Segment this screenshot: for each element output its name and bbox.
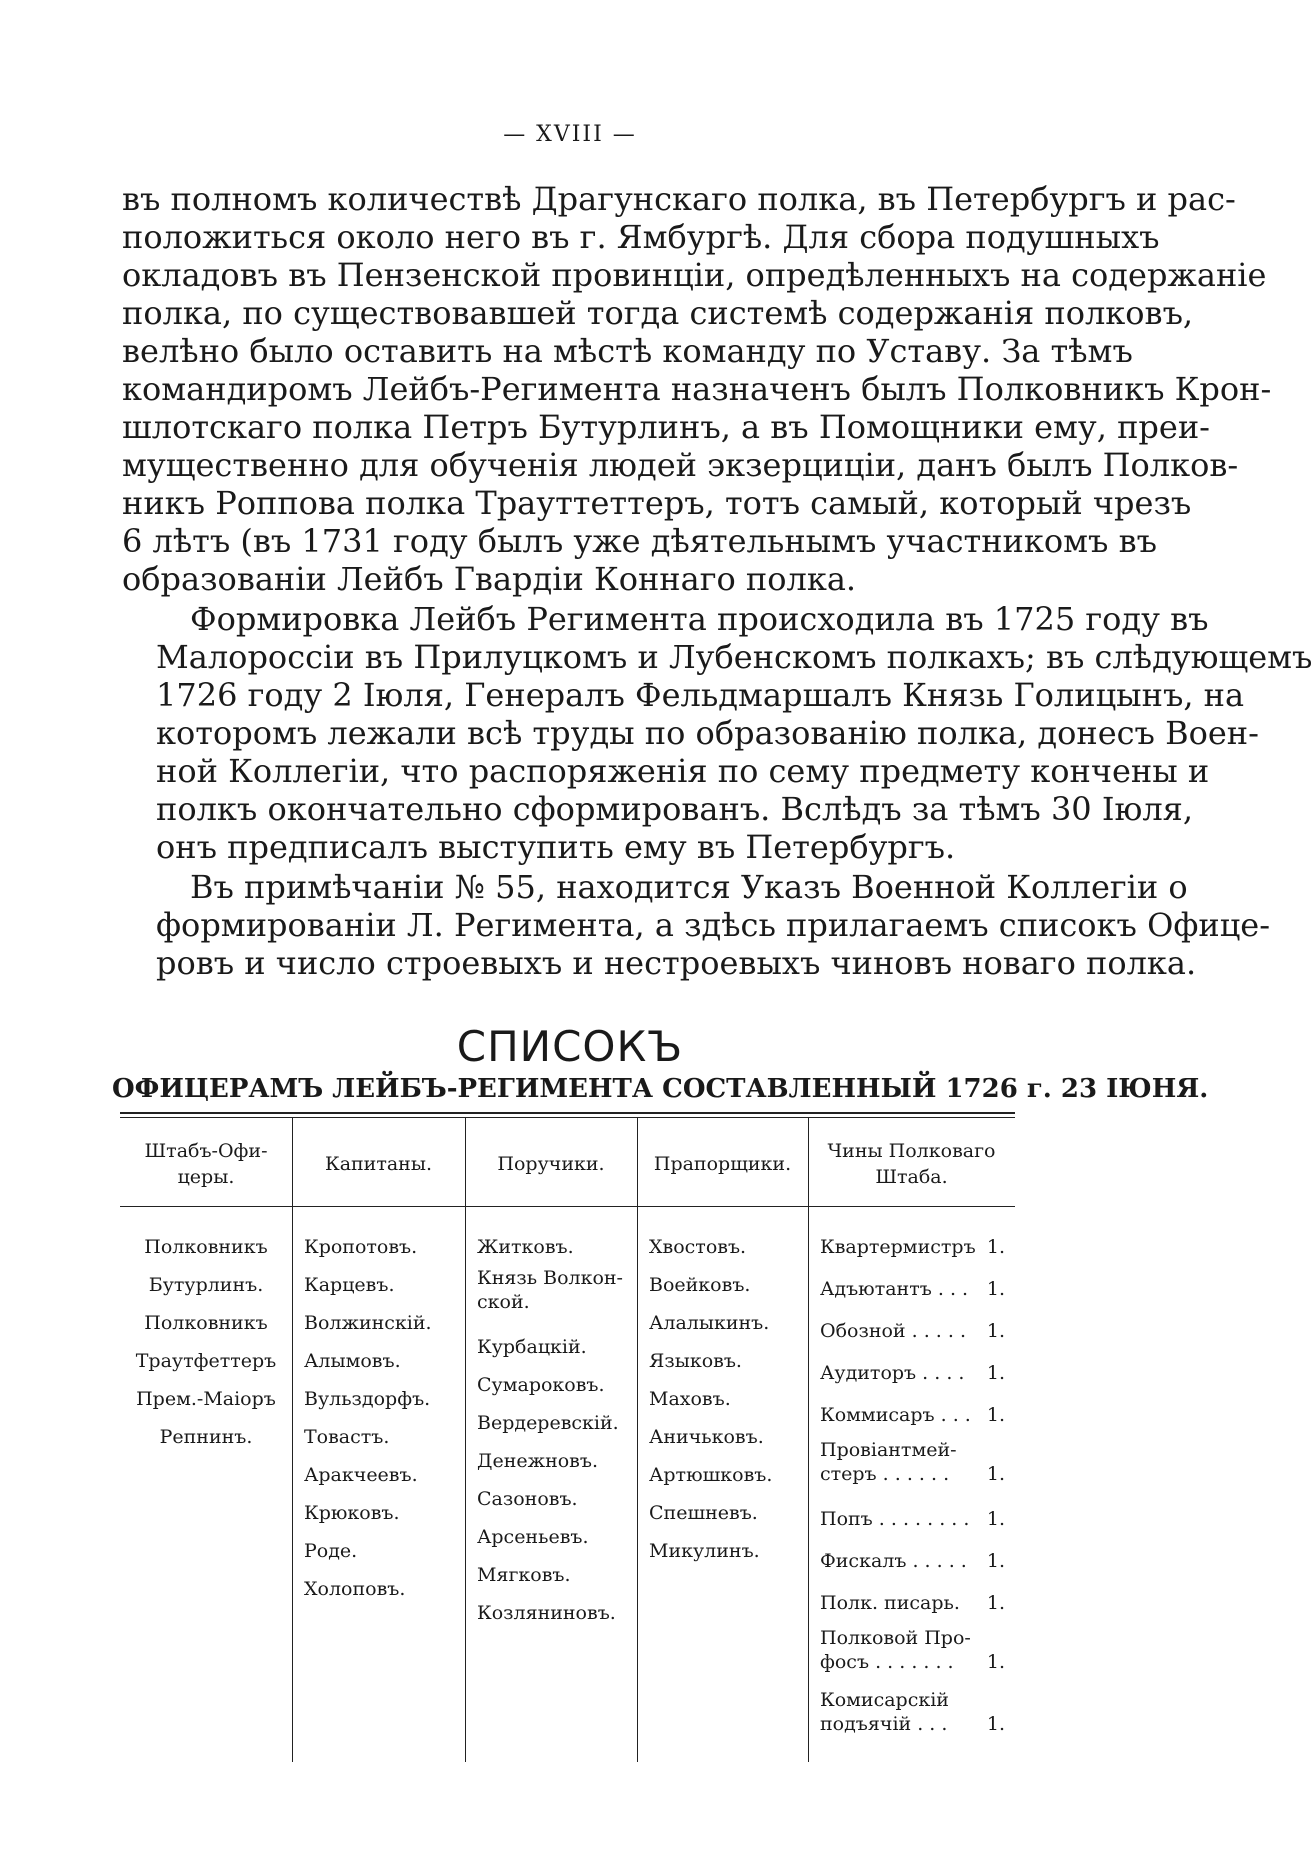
table-cell: Алымовъ. [304, 1350, 401, 1372]
table-cell: Житковъ. [477, 1236, 574, 1258]
staff-rank-row [820, 1438, 1005, 1486]
text-line: 1726 году 2 Іюля, Генералъ Фельдмаршалъ Князь Голицынъ, на [156, 676, 1245, 714]
table-cell: Спешневъ. [649, 1502, 758, 1524]
rank-name: Адъютантъ . . . [820, 1278, 969, 1300]
header-staff-officers: Штабъ-Офи- церы. [144, 1140, 268, 1188]
table-cell: Вульздорфъ. [304, 1388, 431, 1410]
rank-count: 1. [986, 1236, 1005, 1258]
text-line: полкъ окончательно сформированъ. Вслѣдъ за тѣмъ 30 Іюля, [156, 790, 1194, 828]
text-line: формированіи Л. Регимента, а здѣсь прилагаемъ списокъ Офице- [156, 906, 1271, 944]
table-top-rule [120, 1112, 1015, 1118]
rank-count: 1. [986, 1550, 1005, 1572]
rank-name: Квартермистръ [820, 1236, 976, 1258]
text-line: Малороссіи въ Прилуцкомъ и Лубенскомъ полкахъ; въ слѣдующемъ [156, 638, 1312, 676]
rank-name: фосъ . . . . . . . [820, 1651, 954, 1673]
text-line: ровъ и число строевыхъ и нестроевыхъ чиновъ новаго полка. [156, 944, 1197, 982]
table-cell: Холоповъ. [304, 1578, 406, 1600]
rank-count: 1. [986, 1651, 1005, 1673]
table-cell: Курбацкій. [477, 1336, 587, 1358]
table-cell: Роде. [304, 1540, 358, 1562]
rank-count: 1. [986, 1713, 1005, 1735]
table-cell: Маховъ. [649, 1388, 731, 1410]
list-title: СПИСОКЪ [456, 1022, 684, 1071]
text-line: окладовъ въ Пензенской провинціи, опредѣленныхъ на содержаніе [122, 256, 1267, 294]
staff-rank-row [820, 1396, 1005, 1434]
staff-rank-row [820, 1688, 1005, 1736]
table-cell: Козляниновъ. [477, 1602, 616, 1624]
column-lieutenants [477, 1228, 632, 1632]
table-cell: Репнинъ. [159, 1426, 253, 1448]
table-cell: Полковникъ [144, 1236, 268, 1258]
text-line: образованіи Лейбъ Гвардіи Коннаго полка. [122, 560, 857, 598]
text-line: которомъ лежали всѣ труды по образованію полка, донесъ Воен- [156, 714, 1259, 752]
table-cell: Князь Волкон- ской. [477, 1267, 623, 1313]
column-captains [304, 1228, 459, 1608]
staff-rank-row [820, 1542, 1005, 1580]
rank-name: Провіантмей- [820, 1439, 957, 1461]
header-lieutenants: Поручики. [497, 1153, 605, 1175]
list-subtitle: ОФИЦЕРАМЪ ЛЕЙБЪ-РЕГИМЕНТА СОСТАВЛЕННЫЙ 1726 г. 23 ІЮНЯ. [112, 1074, 1209, 1104]
rank-count: 1. [986, 1362, 1005, 1384]
rank-name: Полк. писарь. [820, 1592, 960, 1614]
text-line: велѣно было оставить на мѣстѣ команду по Уставу. За тѣмъ [122, 332, 1133, 370]
rank-line [820, 1650, 1005, 1674]
rank-count: 1. [986, 1320, 1005, 1342]
rank-count: 1. [986, 1463, 1005, 1485]
rank-count: 1. [986, 1404, 1005, 1426]
staff-rank-row [820, 1312, 1005, 1350]
table-cell: Алалыкинъ. [649, 1312, 770, 1334]
text-line: мущественно для обученія людей экзерциціи, данъ былъ Полков- [122, 446, 1239, 484]
text-line: онъ предписалъ выступить ему въ Петербургъ. [156, 828, 956, 866]
rank-count: 1. [986, 1278, 1005, 1300]
rank-name: Попъ . . . . . . . . [820, 1508, 970, 1530]
column-divider [637, 1118, 638, 1762]
table-cell: Хвостовъ. [649, 1236, 747, 1258]
column-staff-officers [120, 1228, 292, 1456]
text-line: въ полномъ количествѣ Драгунскаго полка, въ Петербургъ и рас- [122, 180, 1236, 218]
table-cell: Артюшковъ. [649, 1464, 773, 1486]
table-cell: Микулинъ. [649, 1540, 760, 1562]
table-cell: Аракчеевъ. [304, 1464, 418, 1486]
staff-rank-row [820, 1500, 1005, 1538]
table-cell: Товастъ. [304, 1426, 390, 1448]
table-cell: Карцевъ. [304, 1274, 395, 1296]
column-ensigns [649, 1228, 804, 1570]
table-cell: Бутурлинъ. [148, 1274, 264, 1296]
rank-line [820, 1462, 1005, 1486]
table-cell: Аничьковъ. [649, 1426, 764, 1448]
table-header-rule [120, 1206, 1015, 1207]
text-line: Формировка Лейбъ Регимента происходила въ 1725 году въ [190, 600, 1209, 638]
header-captains: Капитаны. [324, 1153, 433, 1175]
column-regimental-staff [820, 1228, 1005, 1740]
text-line: ной Коллегіи, что распоряженія по сему предмету кончены и [156, 752, 1210, 790]
table-cell: Полковникъ [144, 1312, 268, 1334]
rank-count: 1. [986, 1592, 1005, 1614]
text-line: командиромъ Лейбъ-Регимента назначенъ былъ Полковникъ Крон- [122, 370, 1272, 408]
header-regimental-staff: Чины Полковаго Штаба. [827, 1140, 996, 1188]
table-cell: Сазоновъ. [477, 1488, 578, 1510]
staff-rank-row [820, 1228, 1005, 1266]
rank-count: 1. [986, 1508, 1005, 1530]
table-cell: Воейковъ. [649, 1274, 751, 1296]
officers-table [120, 1112, 1015, 1762]
text-line: 6 лѣтъ (въ 1731 году былъ уже дѣятельнымъ участникомъ въ [122, 522, 1157, 560]
staff-rank-row [820, 1584, 1005, 1622]
table-cell: Вердеревскій. [477, 1412, 619, 1434]
rank-name: стеръ . . . . . . [820, 1463, 950, 1485]
table-cell: Крюковъ. [304, 1502, 400, 1524]
rank-name: подъячій . . . [820, 1713, 948, 1735]
header-ensigns: Прапорщики. [653, 1153, 792, 1175]
page-number: — XVIII — [503, 122, 637, 147]
paragraph-2 [122, 600, 1312, 866]
text-line: шлотскаго полка Петръ Бутурлинъ, а въ Помощники ему, преи- [122, 408, 1210, 446]
body-text [122, 180, 1312, 982]
table-cell: Мягковъ. [477, 1564, 571, 1586]
text-line: положиться около него въ г. Ямбургѣ. Для сбора подушныхъ [122, 218, 1160, 256]
paragraph-1 [122, 180, 1272, 598]
table-cell: Арсеньевъ. [477, 1526, 589, 1548]
table-cell: Языковъ. [649, 1350, 742, 1372]
column-divider [292, 1118, 293, 1762]
rank-name: Комисарскій [820, 1689, 949, 1711]
rank-line [820, 1712, 1005, 1736]
rank-name: Аудиторъ . . . . [820, 1362, 965, 1384]
rank-name: Коммисаръ . . . [820, 1404, 971, 1426]
staff-rank-row [820, 1354, 1005, 1392]
rank-name: Фискалъ . . . . . [820, 1550, 967, 1572]
paragraph-3 [122, 868, 1271, 982]
staff-rank-row [820, 1270, 1005, 1308]
column-divider [808, 1118, 809, 1762]
column-divider [465, 1118, 466, 1762]
rank-name: Полковой Про- [820, 1627, 971, 1649]
text-line: полка, по существовавшей тогда системѣ содержанія полковъ, [122, 294, 1194, 332]
table-cell: Сумароковъ. [477, 1374, 605, 1396]
rank-name: Обозной . . . . . [820, 1320, 966, 1342]
table-cell: Прем.-Маіоръ [136, 1388, 276, 1410]
table-cell: Кропотовъ. [304, 1236, 418, 1258]
staff-rank-row [820, 1626, 1005, 1674]
table-cell: Волжинскій. [304, 1312, 432, 1334]
table-cell: Денежновъ. [477, 1450, 599, 1472]
table-cell: Траутфеттеръ [135, 1350, 277, 1372]
text-line: никъ Роппова полка Трауттеттеръ, тотъ самый, который чрезъ [122, 484, 1192, 522]
text-line: Въ примѣчаніи № 55, находится Указъ Военной Коллегіи о [190, 868, 1188, 906]
